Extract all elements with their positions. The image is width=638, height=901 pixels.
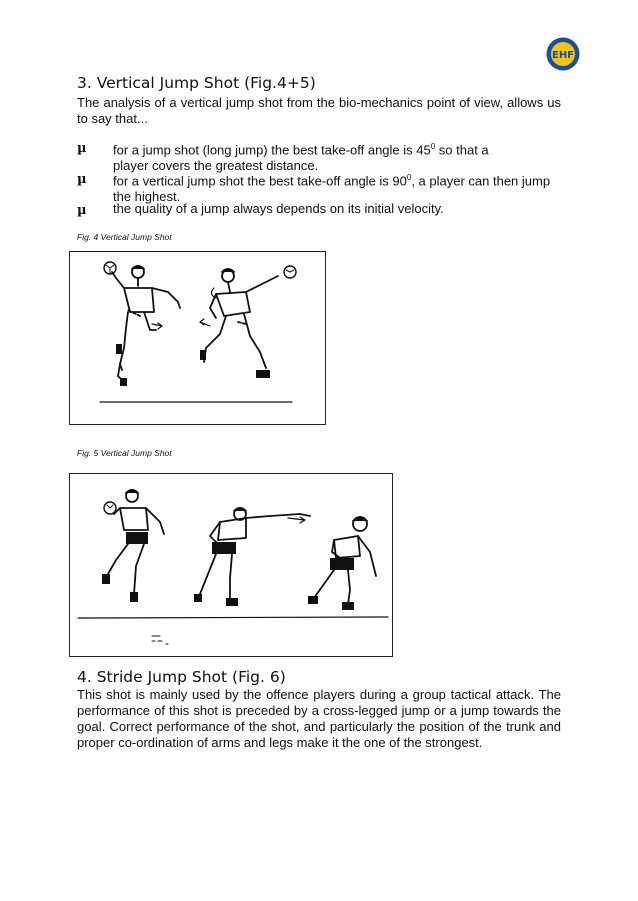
player-figure: [308, 517, 376, 610]
figure-5-caption: Fig. 5 Vertical Jump Shot: [77, 448, 172, 458]
ehf-logo-icon: [546, 37, 580, 71]
bullet-1-text-line2: player covers the greatest distance.: [113, 158, 319, 174]
player-figure: [102, 490, 164, 602]
bullet-1-text-end: so that a: [435, 142, 489, 158]
figure-5-illustration: [69, 473, 393, 657]
bullet-2-text-line2: the highest.: [113, 189, 181, 205]
bullet-2-text-end: , a player can then jump: [411, 173, 551, 189]
ground-line: [78, 617, 388, 618]
bullet-marker: µ: [77, 203, 87, 218]
bullet-2-degree: 0: [406, 173, 412, 182]
bullet-3-text: the quality of a jump always depends on its initial velocity.: [113, 201, 444, 216]
bullet-1-degree: 0: [430, 142, 436, 151]
bullet-1-text: for a jump shot (long jump) the best take-off angle is 45: [113, 142, 431, 158]
player-figure: [194, 508, 310, 606]
section-3-intro: The analysis of a vertical jump shot from the bio-mechanics point of view, allows us to say that...: [77, 95, 561, 126]
bullet-2-text: for a vertical jump shot the best take-off angle is 90: [113, 173, 407, 189]
section-4-body: This shot is mainly used by the offence players during a group tactical attack. The performance of this shot is preceded by a cross-legged jump or a jump towards the goal. Correct performance of the shot, and particularly the position of the trunk and proper co-ordination of arms and legs make it the one of the strongest.: [77, 687, 561, 750]
section-4-heading: 4. Stride Jump Shot (Fig. 6): [77, 668, 286, 686]
figure-4-caption: Fig. 4 Vertical Jump Shot: [77, 232, 172, 242]
section-3-heading: 3. Vertical Jump Shot (Fig.4+5): [77, 74, 316, 92]
player-figure: [200, 266, 296, 378]
player-figure: [104, 262, 180, 386]
bullet-marker: µ: [77, 172, 87, 187]
figure-4-illustration: [69, 251, 326, 425]
logo-text: EHF: [551, 50, 575, 61]
bullet-item-3: [113, 201, 563, 217]
bullet-marker: µ: [77, 141, 87, 156]
